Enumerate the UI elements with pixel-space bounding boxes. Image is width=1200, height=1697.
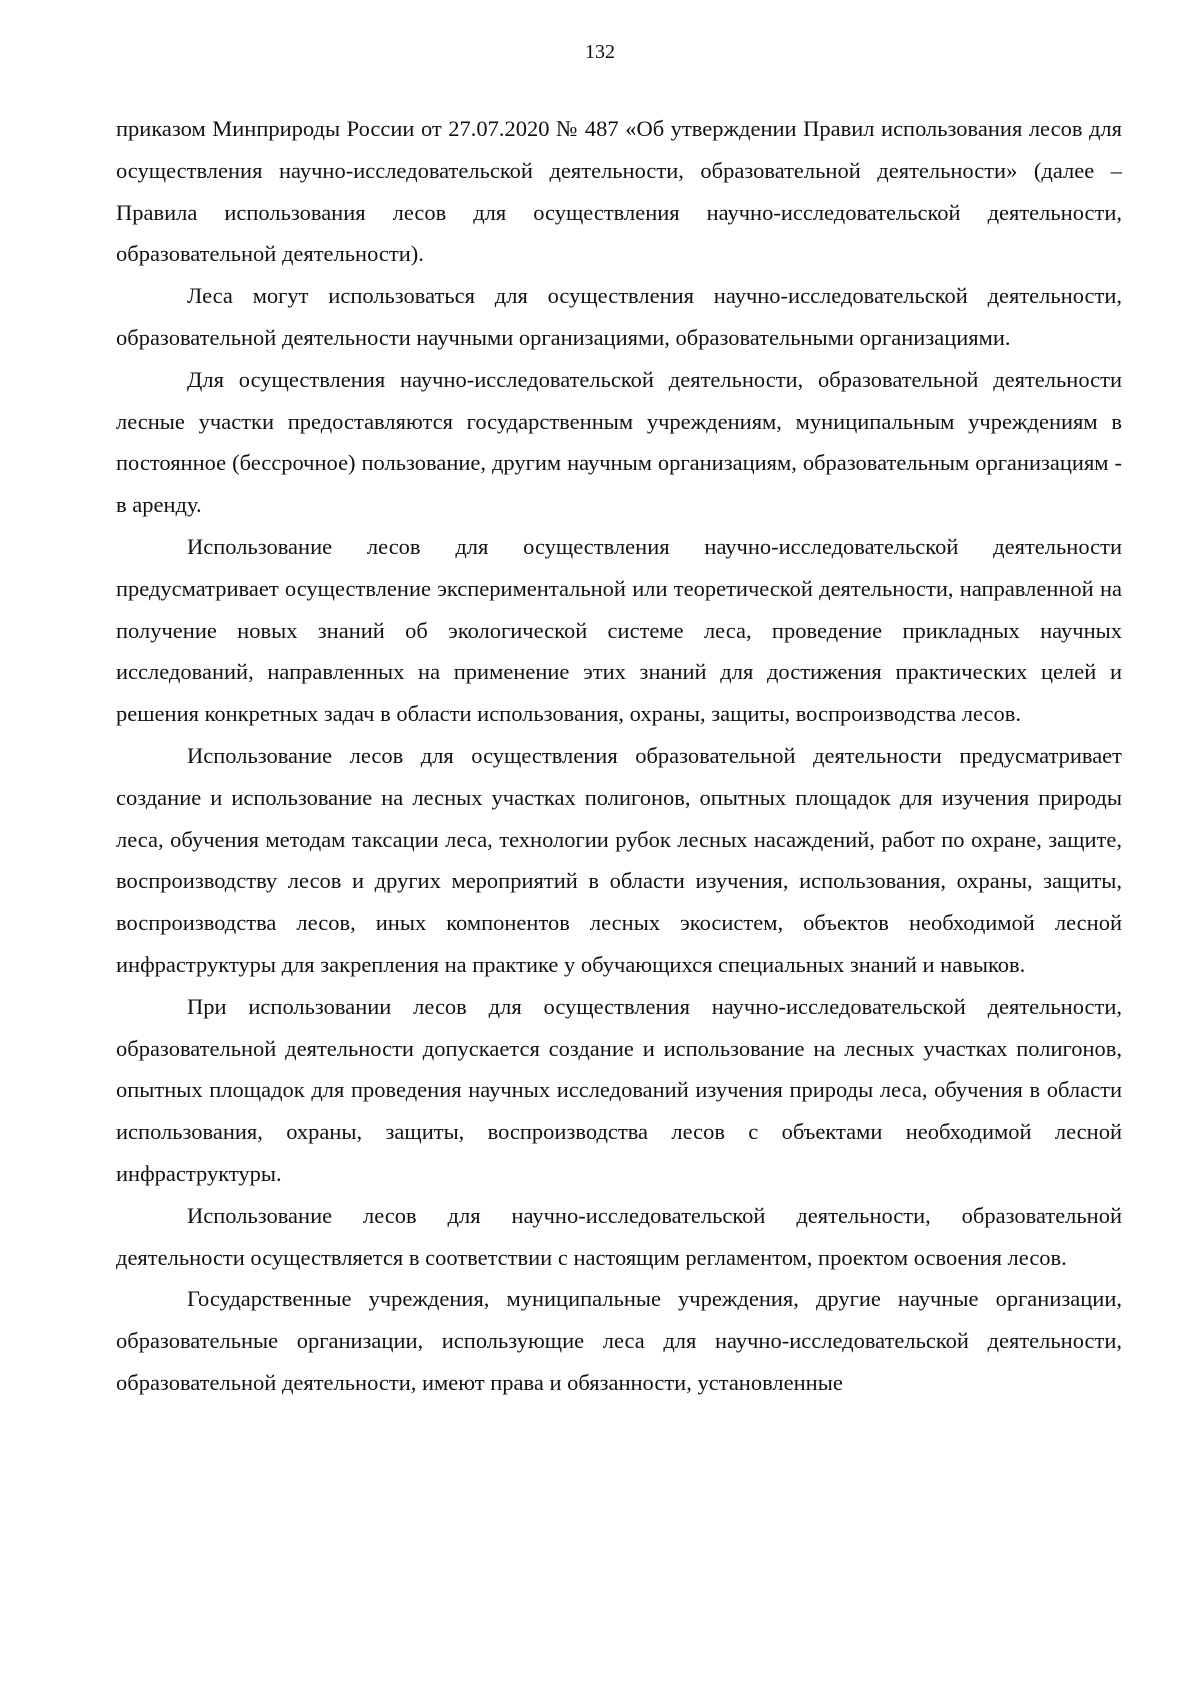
page-number: 132 — [585, 41, 615, 63]
paragraph: приказом Минприроды России от 27.07.2020 № 487 «Об утверждении Правил использования лесов для осуществления научно-исследовательской деятельности, образовательной деятельности» (далее – Правила использования лесов для осуществления научно-исследовательской деятельности, образовательной деятельности). — [116, 116, 1122, 267]
paragraph: При использовании лесов для осуществления научно-исследовательской деятельности, образовательной деятельности допускается создание и использование на лесных участках полигонов, опытных площадок для проведения научных исследований изучения природы леса, обучения в области использования, охраны, защиты, воспроизводства лесов с объектами необходимой лесной инфраструктуры. — [116, 993, 1122, 1186]
paragraph: Использование лесов для научно-исследовательской деятельности, образовательной деятельности осуществляется в соответствии с настоящим регламентом, проектом освоения лесов. — [116, 1202, 1122, 1270]
paragraph: Использование лесов для осуществления образовательной деятельности предусматривает создание и использование на лесных участках полигонов, опытных площадок для изучения природы леса, обучения методам таксации леса, технологии рубок лесных насаждений, работ по охране, защите, воспроизводству лесов и других мероприятий в области изучения, использования, охраны, защиты, воспроизводства лесов, иных компонентов лесных экосистем, объектов необходимой лесной инфраструктуры для закрепления на практике у обучающихся специальных знаний и навыков. — [116, 742, 1122, 977]
paragraph: Для осуществления научно-исследовательской деятельности, образовательной деятельности лесные участки предоставляются государственным учреждениям, муниципальным учреждениям в постоянное (бессрочное) пользование, другим научным организациям, образовательным организациям - в аренду. — [116, 366, 1122, 518]
paragraph: Леса могут использоваться для осуществления научно-исследовательской деятельности, образовательной деятельности научными организациями, образовательными организациями. — [116, 283, 1122, 350]
paragraph: Использование лесов для осуществления научно-исследовательской деятельности предусматривает осуществление экспериментальной или теоретической деятельности, направленной на получение новых знаний об экологической системе леса, проведение прикладных научных исследований, направленных на применение этих знаний для достижения практических целей и решения конкретных задач в области использования, охраны, защиты, воспроизводства лесов. — [116, 533, 1122, 727]
document-body — [116, 108, 1122, 1404]
paragraph-continued: Государственные учреждения, муниципальные учреждения, другие научные организации, образовательные организации, использующие леса для научно-исследовательской деятельности, образовательной деятельности, имеют права и обязанности, установленные — [116, 1286, 1122, 1395]
